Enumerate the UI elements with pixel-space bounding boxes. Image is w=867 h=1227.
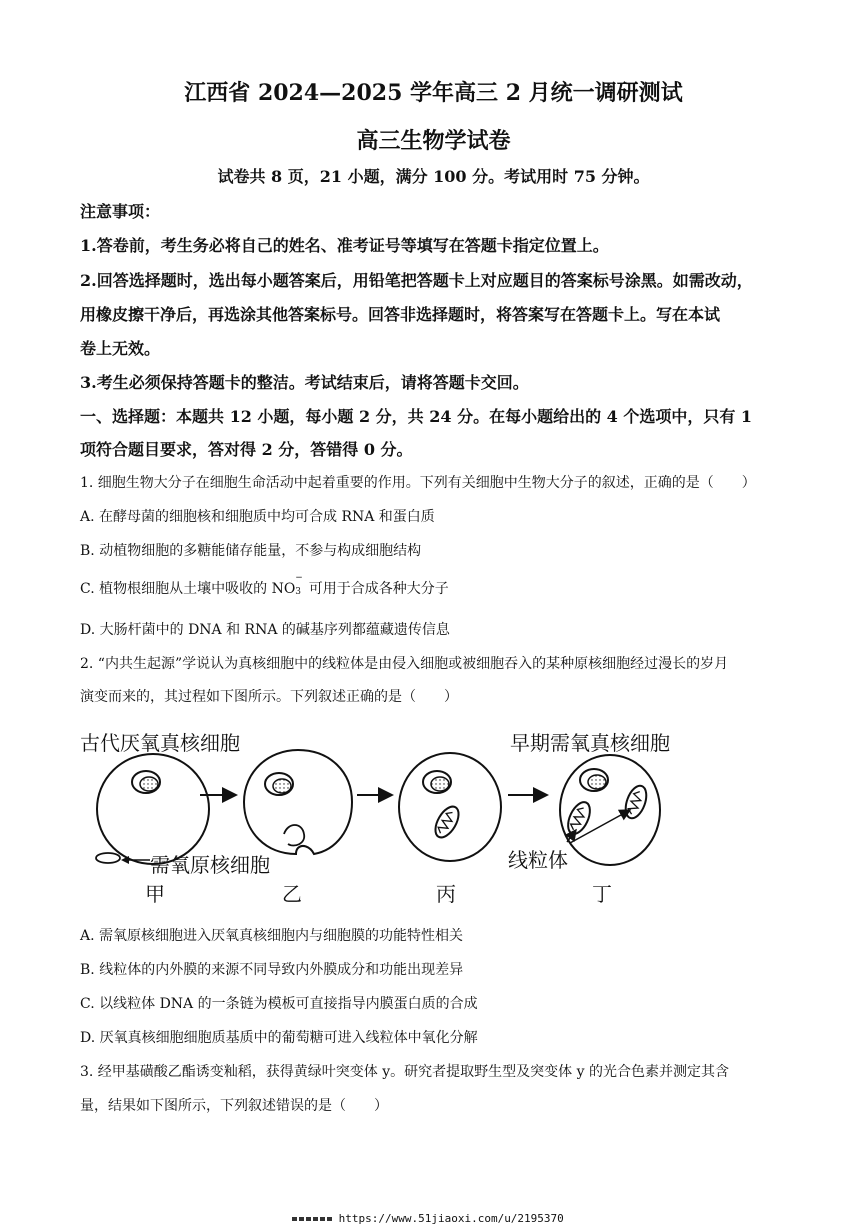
label-early-aerobic: 早期需氧真核细胞 <box>510 731 670 755</box>
label-ancient-anaerobic: 古代厌氧真核细胞 <box>80 731 240 755</box>
exam-subtitle: 高三生物学试卷 <box>356 128 511 154</box>
nucleus-jia <box>132 771 160 793</box>
note-item-1: 1.答卷前，考生务必将自己的姓名、准考证号等填写在答题卡指定位置上。 <box>80 236 609 255</box>
stage-label-bing: 丙 <box>436 882 456 906</box>
q1-option-c-sub: 3 <box>295 587 302 597</box>
stage-label-ding: 丁 <box>592 882 612 906</box>
label-aerobic-prokaryote: 需氧原核细胞 <box>150 853 270 877</box>
section-heading-line2: 项符合题目要求，答对得 2 分，答错得 0 分。 <box>80 440 413 459</box>
notes-heading: 注意事项： <box>80 202 161 221</box>
nucleus-yi <box>265 773 293 795</box>
q1-option-c-sup: − <box>295 573 303 583</box>
nucleus-bing <box>423 771 451 793</box>
engulfed-prokaryote <box>284 825 304 846</box>
cell-jia <box>97 754 209 864</box>
footer-watermark <box>292 1212 564 1225</box>
q2-option-a: A. 需氧原核细胞进入厌氧真核细胞内与细胞膜的功能特性相关 <box>80 928 464 944</box>
cell-yi <box>244 750 352 854</box>
section-heading-line1: 一、选择题：本题共 12 小题，每小题 2 分，共 24 分。在每小题给出的 4 个选项中，只有 1 <box>80 407 753 426</box>
q1-option-d: D. 大肠杆菌中的 DNA 和 RNA 的碱基序列都蕴藏遗传信息 <box>80 622 450 638</box>
exam-info: 试卷共 8 页，21 小题，满分 100 分。考试用时 75 分钟。 <box>217 167 650 186</box>
q1-option-c-text: C. 植物根细胞从土壤中吸收的 NO <box>80 581 296 597</box>
q1-option-a: A. 在酵母菌的细胞核和细胞质中均可合成 RNA 和蛋白质 <box>80 509 435 525</box>
stage-label-yi: 乙 <box>282 882 302 906</box>
mitochondrion-bing <box>431 803 464 841</box>
q1-option-c-text-end: 可用于合成各种大分子 <box>304 581 449 597</box>
q1-stem: 1. 细胞生物大分子在细胞生命活动中起着重要的作用。下列有关细胞中生物大分子的叙述，正确的是（ ） <box>80 475 756 491</box>
q2-option-d: D. 厌氧真核细胞细胞质基质中的葡萄糖可进入线粒体中氧化分解 <box>80 1030 478 1046</box>
q2-stem-line1: 2. “内共生起源”学说认为真核细胞中的线粒体是由侵入细胞或被细胞吞入的某种原核细胞经过漫长的岁月 <box>80 656 729 672</box>
note-item-2-line1: 2.回答选择题时，选出每小题答案后，用铅笔把答题卡上对应题目的答案标号涂黑。如需改动， <box>80 271 753 290</box>
q3-stem-line1: 3. 经甲基磺酸乙酯诱变籼稻，获得黄绿叶突变体 y。研究者提取野生型及突变体 y 的光合色素并测定其含 <box>80 1064 729 1080</box>
prokaryote-cell <box>96 853 120 863</box>
q1-option-c <box>80 573 449 598</box>
exam-title: 江西省 2024—2025 学年高三 2 月统一调研测试 <box>184 80 683 106</box>
q2-option-b: B. 线粒体的内外膜的来源不同导致内外膜成分和功能出现差异 <box>80 962 464 978</box>
note-item-2-line2: 用橡皮擦干净后，再选涂其他答案标号。回答非选择题时，将答案写在答题卡上。写在本试 <box>80 305 721 324</box>
note-item-2-line3: 卷上无效。 <box>80 339 161 358</box>
mitochondrion-ding-right <box>622 783 651 821</box>
q3-stem-line2: 量，结果如下图所示，下列叙述错误的是（ ） <box>80 1098 388 1114</box>
footer-url[interactable]: https://www.51jiaoxi.com/u/2195370 <box>338 1212 564 1225</box>
note-item-3: 3.考生必须保持答题卡的整洁。考试结束后，请将答题卡交回。 <box>80 373 529 392</box>
footer-logo-mark <box>292 1217 332 1221</box>
label-mitochondrion: 线粒体 <box>508 848 568 872</box>
q1-option-b: B. 动植物细胞的多糖能储存能量，不参与构成细胞结构 <box>80 543 422 559</box>
stage-label-jia: 甲 <box>145 882 165 906</box>
q2-stem-line2: 演变而来的，其过程如下图所示。下列叙述正确的是（ ） <box>80 689 458 705</box>
q2-option-c: C. 以线粒体 DNA 的一条链为模板可直接指导内膜蛋白质的合成 <box>80 996 478 1012</box>
nucleus-ding <box>580 769 608 791</box>
